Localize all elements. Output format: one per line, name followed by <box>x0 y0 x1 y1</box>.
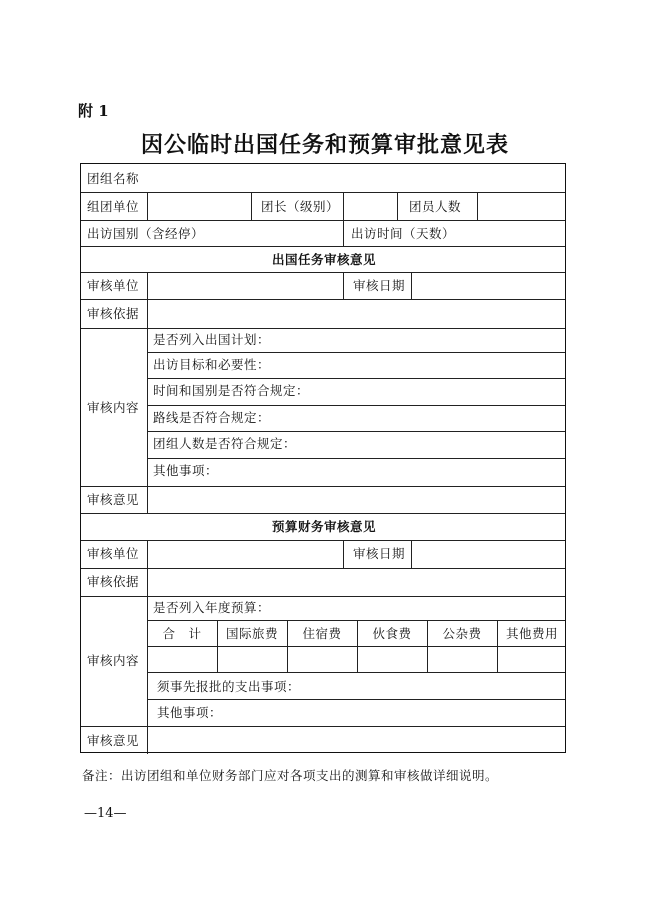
expense-header-miscellaneous: 公杂费 <box>442 626 482 641</box>
budget-section-title: 预算财务审核意见 <box>271 519 376 534</box>
budget-review-unit-label: 审核单位 <box>87 546 140 561</box>
task-review-date-label: 审核日期 <box>353 278 406 293</box>
task-item-headcount: 团组人数是否符合规定： <box>153 436 297 451</box>
approval-form-table <box>80 163 566 753</box>
task-item-plan: 是否列入出国计划： <box>153 332 271 347</box>
task-item-other: 其他事项： <box>153 463 219 478</box>
expense-header-airfare: 国际旅费 <box>225 626 278 641</box>
budget-review-basis-label: 审核依据 <box>87 574 140 589</box>
task-item-objective: 出访目标和必要性： <box>153 357 271 372</box>
budget-review-content-label: 审核内容 <box>87 653 140 668</box>
task-section-title: 出国任务审核意见 <box>271 252 376 267</box>
expense-header-lodging: 住宿费 <box>302 626 342 641</box>
delegation-name-label: 团组名称 <box>87 171 140 186</box>
task-review-unit-label: 审核单位 <box>87 278 140 293</box>
task-review-basis-label: 审核依据 <box>87 306 140 321</box>
task-review-content-label: 审核内容 <box>87 400 140 415</box>
member-count-label: 团员人数 <box>409 199 462 214</box>
expense-header-total: 合 计 <box>162 626 202 641</box>
countries-visited-label: 出访国别（含经停） <box>87 226 205 241</box>
footnote: 备注：出访团组和单位财务部门应对各项支出的测算和审核做详细说明。 <box>82 768 499 783</box>
visit-duration-label: 出访时间（天数） <box>351 226 456 241</box>
page-number: —14— <box>84 806 127 821</box>
annual-budget-label: 是否列入年度预算： <box>153 600 271 615</box>
attachment-label: 附 1 <box>78 102 109 120</box>
prior-approval-label: 须事先报批的支出事项： <box>157 679 301 694</box>
expense-header-meals: 伙食费 <box>372 626 412 641</box>
task-review-opinion-label: 审核意见 <box>87 492 140 507</box>
budget-other-items-label: 其他事项： <box>157 705 223 720</box>
organizing-unit-label: 组团单位 <box>87 199 140 214</box>
expense-header-other: 其他费用 <box>505 626 558 641</box>
task-item-route: 路线是否符合规定： <box>153 410 271 425</box>
leader-rank-label: 团长（级别） <box>261 199 340 214</box>
budget-review-date-label: 审核日期 <box>353 546 406 561</box>
form-title: 因公临时出国任务和预算审批意见表 <box>140 132 509 158</box>
budget-review-opinion-label: 审核意见 <box>87 733 140 748</box>
task-item-time-country: 时间和国别是否符合规定： <box>153 383 310 398</box>
